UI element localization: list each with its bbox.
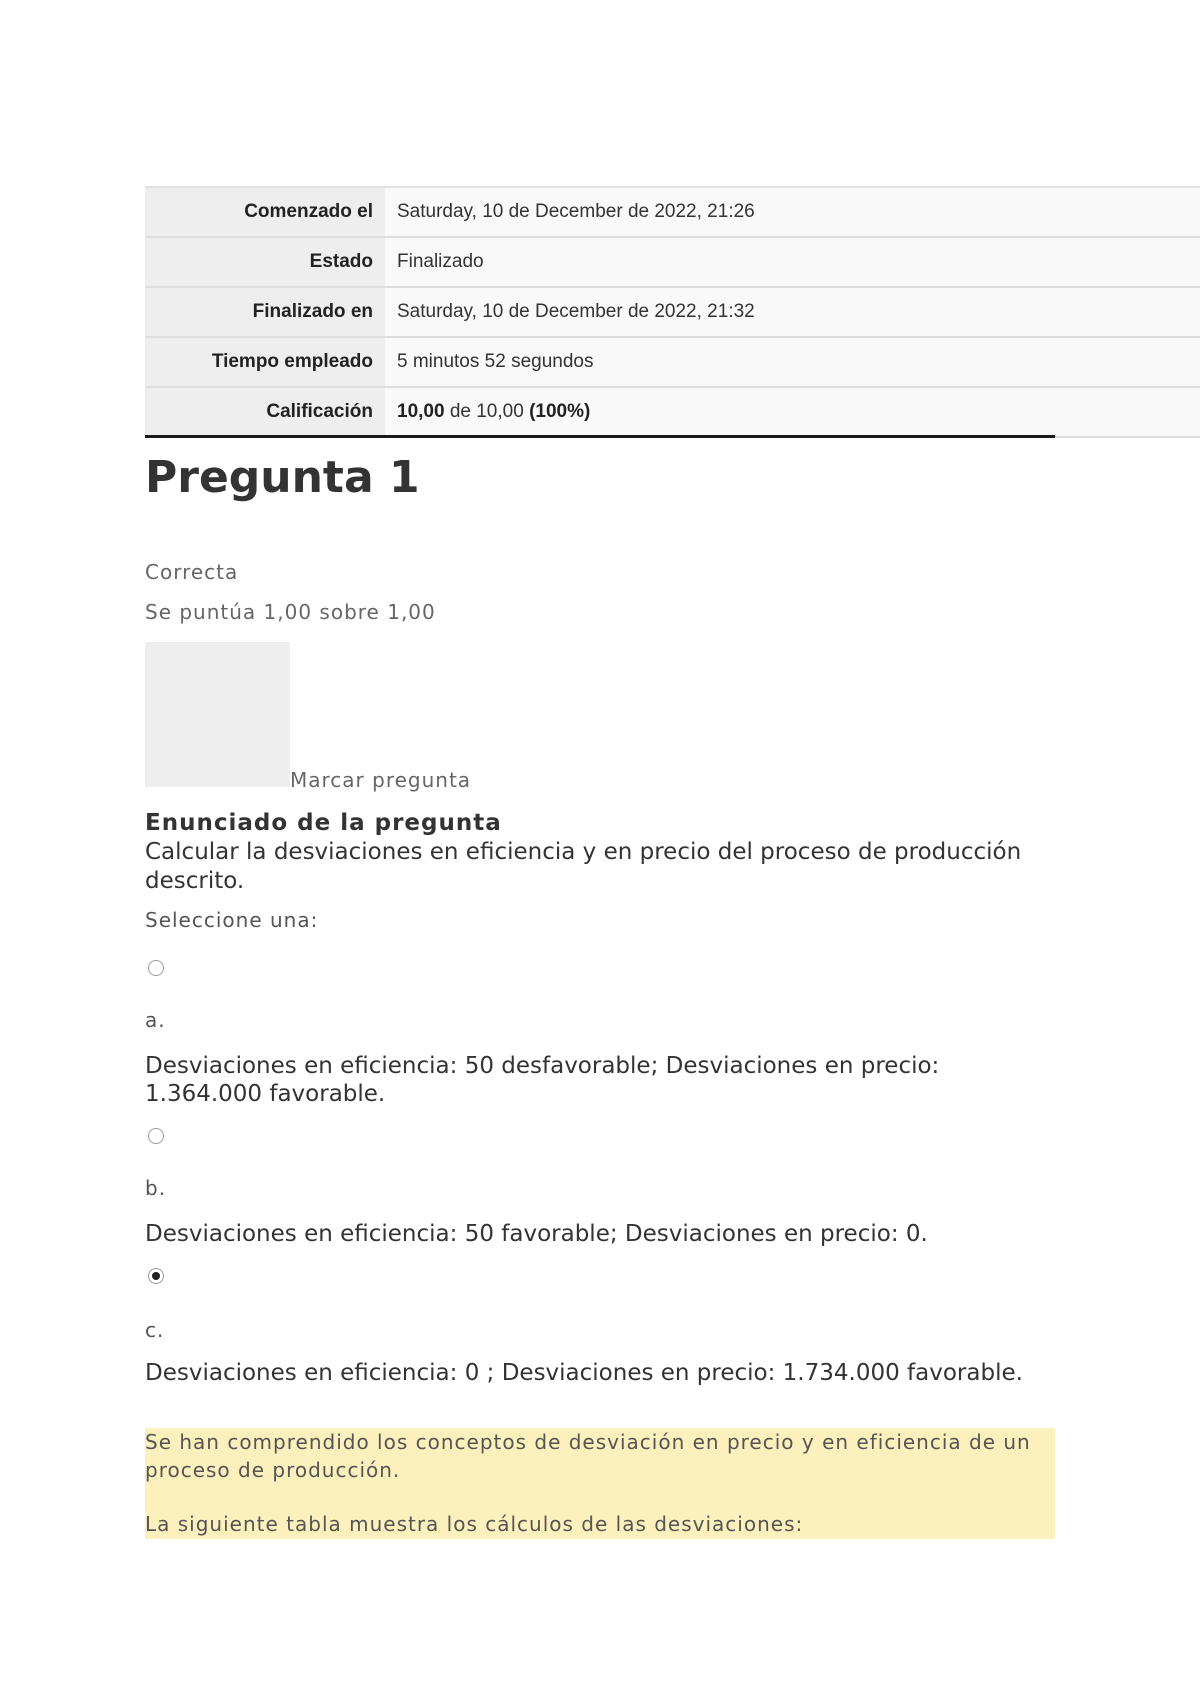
summary-row-time [145, 337, 1200, 387]
summary-row-grade [145, 387, 1200, 437]
grade-max: de 10,00 [449, 401, 524, 422]
grade-score: 10,00 [397, 401, 445, 422]
question-mark: Se puntúa 1,00 sobre 1,00 [145, 600, 436, 624]
attempt-summary-table [145, 186, 1200, 438]
summary-label: Finalizado en [145, 287, 385, 337]
option-c-radio[interactable] [148, 1268, 164, 1284]
grade-value [385, 387, 1200, 437]
grade-percent: (100%) [529, 401, 591, 422]
option-b-radio[interactable] [148, 1128, 164, 1144]
summary-row-started [145, 187, 1200, 237]
summary-label: Calificación [145, 387, 385, 437]
summary-label: Comenzado el [145, 187, 385, 237]
feedback-table-intro: La siguiente tabla muestra los cálculos de las desviaciones: [145, 1512, 804, 1536]
flag-question-link[interactable]: Marcar pregunta [290, 768, 472, 792]
summary-row-state [145, 237, 1200, 287]
option-a-radio[interactable] [148, 960, 164, 976]
summary-label: Estado [145, 237, 385, 287]
option-b-letter: b. [145, 1176, 167, 1200]
summary-value: 5 minutos 52 segundos [385, 337, 1200, 387]
summary-label: Tiempo empleado [145, 337, 385, 387]
question-text: Calcular la desviaciones en eficiencia y en precio del proceso de producción descrito. [145, 839, 1022, 894]
flag-question-icon[interactable] [145, 642, 290, 787]
select-one-prompt: Seleccione una: [145, 908, 319, 932]
feedback-box [145, 1428, 1055, 1539]
summary-value: Saturday, 10 de December de 2022, 21:26 [385, 187, 1200, 237]
option-a-letter: a. [145, 1008, 166, 1032]
question-state: Correcta [145, 560, 239, 584]
option-c-letter: c. [145, 1318, 165, 1342]
option-b-text[interactable]: Desviaciones en eficiencia: 50 favorable; Desviaciones en precio: 0. [145, 1221, 928, 1247]
summary-value: Saturday, 10 de December de 2022, 21:32 [385, 287, 1200, 337]
question-heading: Enunciado de la pregunta [145, 810, 502, 836]
question-title: Pregunta 1 [145, 452, 420, 503]
option-c-text[interactable]: Desviaciones en eficiencia: 0 ; Desviaciones en precio: 1.734.000 favorable. [145, 1360, 1023, 1386]
summary-row-finished [145, 287, 1200, 337]
option-a-text[interactable]: Desviaciones en eficiencia: 50 desfavorable; Desviaciones en precio: 1.364.000 favorable. [145, 1053, 940, 1107]
summary-value: Finalizado [385, 237, 1200, 287]
feedback-text: Se han comprendido los conceptos de desviación en precio y en eficiencia de un proceso de producción. [145, 1430, 1031, 1482]
section-divider [145, 435, 1055, 438]
